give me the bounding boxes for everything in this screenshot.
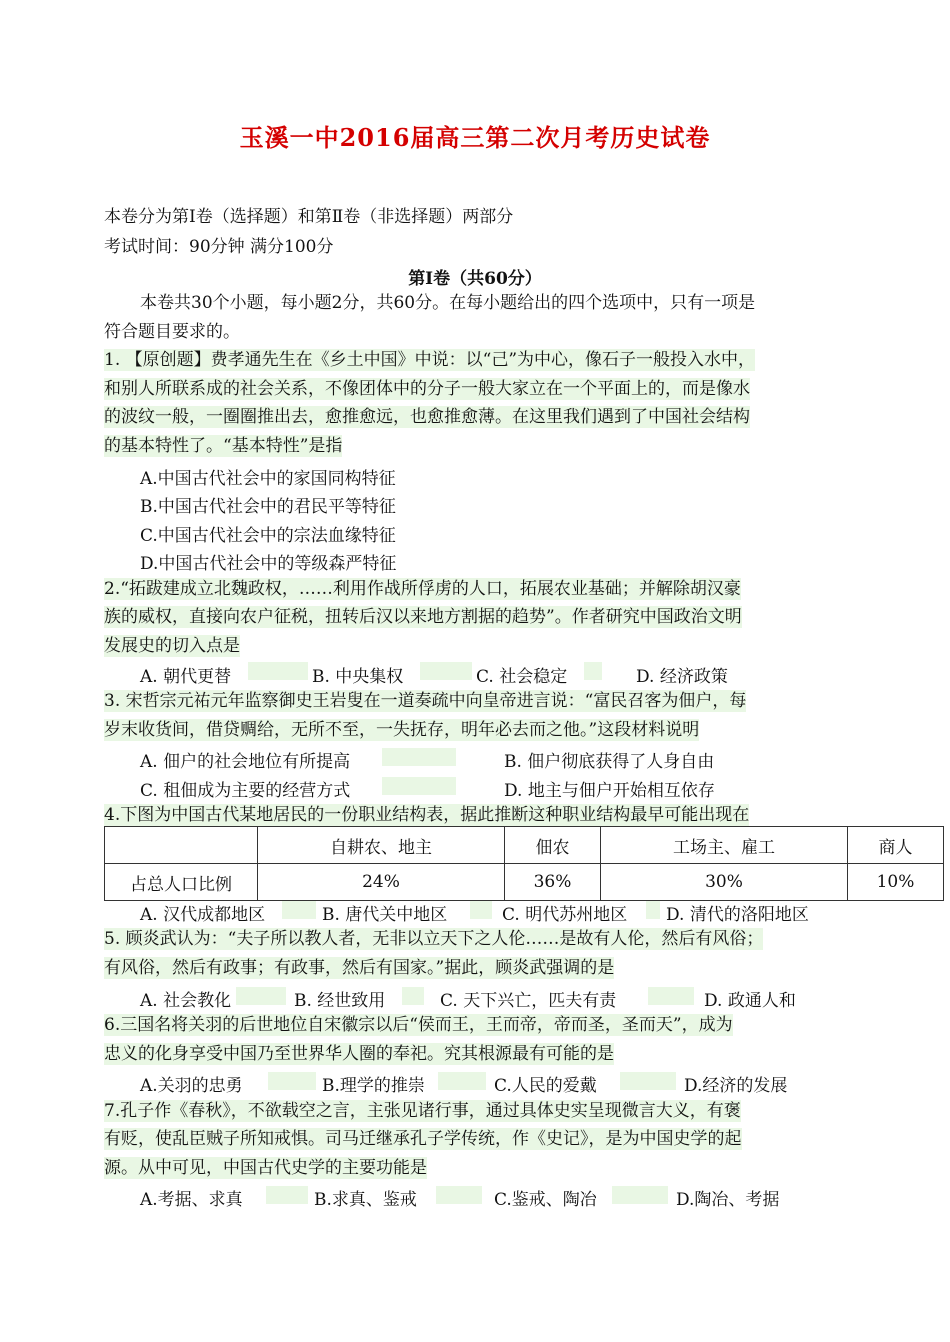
section-heading: 第Ⅰ卷（共60分）: [408, 269, 542, 289]
q5-stem-line-1: 5. 顾炎武认为：“夫子所以教人者，无非以立天下之人伦……是故有人伦，然后有风俗；: [104, 929, 764, 949]
q1-option-a: A.中国古代社会中的家国同构特征: [140, 469, 396, 489]
answer-blank: [612, 1186, 668, 1204]
q7-option-c: C.鉴戒、陶冶: [494, 1190, 597, 1210]
q7-stem-line-3: 源。从中可见，中国古代史学的主要功能是: [104, 1158, 427, 1178]
table-cell: 24%: [258, 864, 505, 901]
q3-stem-line-1: 3. 宋哲宗元祐元年监察御史王岩叟在一道奏疏中向皇帝进言说：“富民召客为佃户，每: [104, 691, 747, 711]
q6-option-b: B.理学的推崇: [322, 1076, 425, 1096]
table-cell: 36%: [505, 864, 601, 901]
answer-blank: [584, 662, 602, 680]
answer-blank: [436, 1186, 482, 1204]
answer-blank: [236, 987, 286, 1005]
q7-option-d: D.陶冶、考据: [676, 1190, 780, 1210]
answer-blank: [266, 1186, 308, 1204]
q3-stem-line-2: 岁末收货间，借贷赒给，无所不至，一失抚存，明年必去而之他。”这段材料说明: [104, 720, 700, 740]
table-header-row: [105, 827, 944, 864]
section-instruction-2: 符合题目要求的。: [104, 322, 240, 342]
q4-option-d: D. 清代的洛阳地区: [666, 905, 809, 925]
q2-stem-line-1: 2.“拓跋建成立北魏政权，……利用作战所俘虏的人口，拓展农业基础；并解除胡汉豪: [104, 579, 741, 599]
q3-option-b: B. 佃户彻底获得了人身自由: [504, 752, 715, 772]
q6-option-a: A.关羽的忠勇: [140, 1076, 243, 1096]
table-header-cell: 商人: [848, 827, 944, 864]
q1-option-d: D.中国古代社会中的等级森严特征: [140, 554, 397, 574]
q1-stem-line-3: 的波纹一般，一圈圈推出去，愈推愈远，也愈推愈薄。在这里我们遇到了中国社会结构: [104, 407, 750, 427]
table-header-cell: 工场主、雇工: [600, 827, 847, 864]
q1-stem-line-1: 1. 【原创题】费孝通先生在《乡土中国》中说：以“己”为中心，像石子一般投入水中，: [104, 350, 756, 370]
q2-option-c: C. 社会稳定: [476, 667, 568, 687]
q6-option-c: C.人民的爱戴: [494, 1076, 597, 1096]
answer-blank: [646, 901, 660, 919]
q6-option-d: D.经济的发展: [684, 1076, 788, 1096]
q2-stem-line-2: 族的威权，直接向农户征税，扭转后汉以来地方割据的趋势”。作者研究中国政治文明: [104, 607, 742, 627]
q1-stem-line-2: 和别人所联系成的社会关系，不像团体中的分子一般大家立在一个平面上的，而是像水: [104, 379, 750, 399]
q6-stem-line-1: 6.三国名将关羽的后世地位自宋徽宗以后“侯而王，王而帝，帝而圣，圣而天”，成为: [104, 1015, 733, 1035]
answer-blank: [420, 662, 472, 680]
occupation-table: [104, 826, 944, 901]
answer-blank: [648, 987, 694, 1005]
answer-blank: [268, 1072, 316, 1090]
q7-stem-line-2: 有贬，使乱臣贼子所知戒惧。司马迁继承孔子学传统，作《史记》，是为中国史学的起: [104, 1129, 742, 1149]
table-cell: 10%: [848, 864, 944, 901]
q4-option-a: A. 汉代成都地区: [140, 905, 266, 925]
q5-option-a: A. 社会教化: [140, 991, 232, 1011]
q2-option-d: D. 经济政策: [636, 667, 728, 687]
table-row-label: 占总人口比例: [105, 864, 258, 901]
q7-option-a: A.考据、求真: [140, 1190, 243, 1210]
answer-blank: [470, 901, 492, 919]
answer-blank: [402, 987, 424, 1005]
q4-option-c: C. 明代苏州地区: [502, 905, 628, 925]
q6-stem-line-2: 忠义的化身享受中国乃至世界华人圈的奉祀。究其根源最有可能的是: [104, 1044, 614, 1064]
exam-title: 玉溪一中2016届高三第二次月考历史试卷: [239, 123, 711, 152]
answer-blank: [248, 662, 308, 680]
answer-blank: [438, 1072, 486, 1090]
q5-stem-line-2: 有风俗，然后有政事；有政事，然后有国家。”据此，顾炎武强调的是: [104, 958, 615, 978]
intro-line-2: 考试时间：90分钟 满分100分: [104, 237, 334, 257]
answer-blank: [620, 1072, 676, 1090]
q5-option-d: D. 政通人和: [704, 991, 796, 1011]
q4-stem-line-1: 4.下图为中国古代某地居民的一份职业结构表，据此推断这种职业结构最早可能出现在: [104, 805, 750, 825]
q3-option-d: D. 地主与佃户开始相互依存: [504, 781, 715, 801]
q7-stem-line-1: 7.孔子作《春秋》，不欲载空之言，主张见诸行事，通过具体史实呈现微言大义，有褒: [104, 1101, 741, 1121]
answer-blank: [382, 777, 456, 795]
q2-option-b: B. 中央集权: [312, 667, 404, 687]
table-cell: 30%: [600, 864, 847, 901]
q1-option-c: C.中国古代社会中的宗法血缘特征: [140, 526, 396, 546]
answer-blank: [282, 901, 316, 919]
table-row: [105, 864, 944, 901]
q3-option-a: A. 佃户的社会地位有所提高: [140, 752, 351, 772]
q7-option-b: B.求真、鉴戒: [314, 1190, 417, 1210]
q4-option-b: B. 唐代关中地区: [322, 905, 448, 925]
q1-stem-line-4: 的基本特性了。“基本特性”是指: [104, 436, 343, 456]
table-header-cell: 佃农: [505, 827, 601, 864]
intro-line-1: 本卷分为第Ⅰ卷（选择题）和第Ⅱ卷（非选择题）两部分: [104, 207, 514, 227]
table-corner-cell: [105, 827, 258, 864]
q2-option-a: A. 朝代更替: [140, 667, 232, 687]
section-instruction-1: 本卷共30个小题，每小题2分，共60分。在每小题给出的四个选项中，只有一项是: [140, 293, 756, 313]
q3-option-c: C. 租佃成为主要的经营方式: [140, 781, 351, 801]
q5-option-b: B. 经世致用: [294, 991, 386, 1011]
q5-option-c: C. 天下兴亡，匹夫有责: [440, 991, 617, 1011]
q2-stem-line-3: 发展史的切入点是: [104, 636, 240, 656]
table-header-cell: 自耕农、地主: [258, 827, 505, 864]
answer-blank: [382, 748, 456, 766]
q1-option-b: B.中国古代社会中的君民平等特征: [140, 497, 396, 517]
